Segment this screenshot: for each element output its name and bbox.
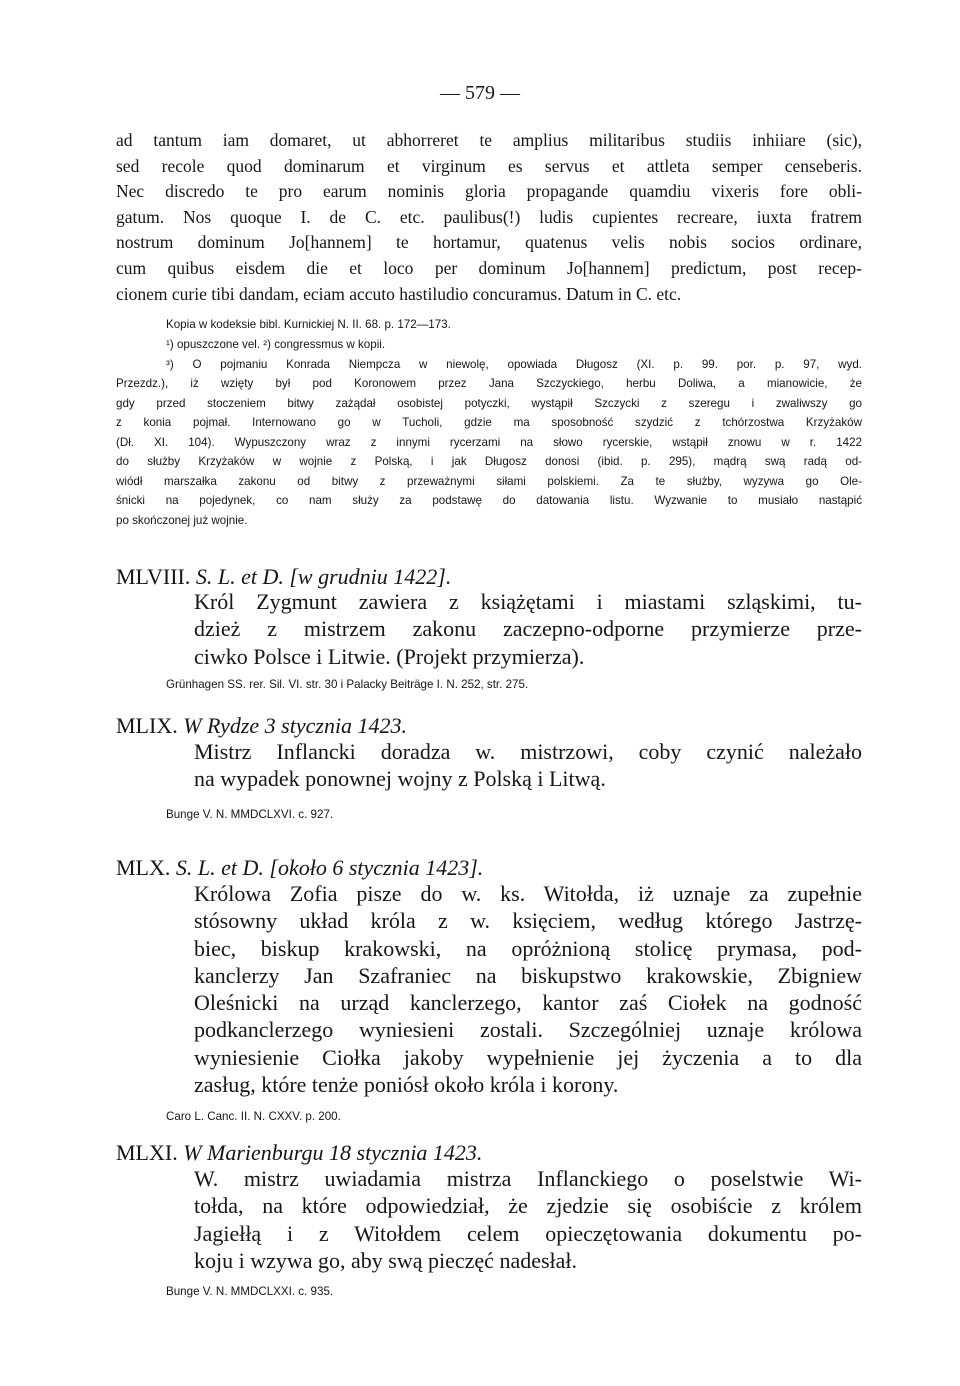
footnote-line: wiódł marszałka zakonu od bitwy z przeważnymi siłami polskiemi. Za te służby, wyzywa go Ole- xyxy=(116,474,862,488)
entry-number: MLX. xyxy=(116,855,171,880)
summary-line: zasług, które tenże poniósł około króla i korony. xyxy=(194,1072,619,1098)
summary-line: koju i wzywa go, aby swą pieczęć nadesłał. xyxy=(194,1247,578,1273)
summary-line: dzież z mistrzem zakonu zaczepno-odporne przymierze prze- xyxy=(194,616,862,642)
entry-place-date: S. L. et D. [około 6 stycznia 1423]. xyxy=(175,855,484,880)
summary-line: W. mistrz uwiadamia mistrza Inflanckiego o poselstwie Wi- xyxy=(194,1166,862,1191)
entry-number: MLVIII. xyxy=(116,564,191,589)
page-number: — 579 — xyxy=(440,82,520,104)
source-citation: Caro L. Canc. II. N. CXXV. p. 200. xyxy=(166,1110,341,1124)
summary-line: podkanclerzego wyniesieni zostali. Szczególniej uznaje królowa xyxy=(194,1017,862,1043)
entry-mlix xyxy=(116,711,862,824)
entry-summary xyxy=(116,588,862,670)
footnote-line: śnicki na pojedynek, co nam służy za podstawę do datowania listu. Wyzwanie to musiało nastąpić xyxy=(116,494,862,507)
footnote-line: ³) O pojmaniu Konrada Niempcza w niewolę, opowiada Długosz (XI. p. 99. por. p. 97, wyd. xyxy=(166,357,862,371)
text-line: gatum. Nos quoque I. de C. etc. paulibus(!) ludis cupientes recreare, iuxta fratrem xyxy=(116,206,862,227)
entry-heading xyxy=(116,853,862,883)
entry-summary xyxy=(116,738,862,793)
summary-line: wyniesienie Ciołka jakoby wypełnienie jej życzenia a to dla xyxy=(194,1044,862,1070)
entry-number: MLIX. xyxy=(116,713,178,738)
text-line: Nec discredo te pro earum nominis gloria propagande quamdiu vixeris fore obli- xyxy=(116,181,862,202)
summary-line: kanclerzy Jan Szafraniec na biskupstwo krakowskie, Zbigniew xyxy=(194,962,862,988)
footnote-line: ¹) opuszczone vel. ²) congressmus w kopii. xyxy=(166,338,386,351)
text-line: nostrum dominum Jo[hannem] te hortamur, quatenus velis nobis socios ordinare, xyxy=(116,232,862,253)
footnote-line: po skończonej już wojnie. xyxy=(116,513,248,527)
summary-line: Jagiełłą i z Witołdem celem opieczętowania dokumentu po- xyxy=(194,1220,862,1246)
source-citation: Kopia w kodeksie bibl. Kurnickiej N. II. 68. p. 172—173. xyxy=(166,318,451,331)
summary-line: Król Zygmunt zawiera z książętami i miastami szląskimi, tu- xyxy=(194,589,862,614)
source-citation: Bunge V. N. MMDCLXVI. c. 927. xyxy=(166,807,334,821)
entry-mlxi xyxy=(116,1138,862,1302)
intro-source xyxy=(116,315,862,335)
entry-heading xyxy=(116,1138,862,1168)
footnote-line: gdy przed stoczeniem bitwy zażądał osobistej potyczki, wystąpił Szczycki z szeregu i zwaliwszy go xyxy=(116,396,862,410)
entry-number: MLXI. xyxy=(116,1140,178,1165)
summary-line: Mistrz Inflancki doradza w. mistrzowi, coby czynić należało xyxy=(194,739,862,764)
source-citation: Grünhagen SS. rer. Sil. VI. str. 30 i Palacky Beiträge I. N. 252, str. 275. xyxy=(166,677,529,691)
summary-line: na wypadek ponownej wojny z Polską i Litwą. xyxy=(194,766,606,792)
summary-line: Królowa Zofia pisze do w. ks. Witołda, iż uznaje za zupełnie xyxy=(194,881,862,906)
text-line: ad tantum iam domaret, ut abhorreret te amplius militaribus studiis inhiiare (sic), xyxy=(116,130,862,150)
footnote-line: z konia pojmał. Internowano go w Tucholi, gdzie ma sposobność szydzić z tchórzostwa Krzyżaków xyxy=(116,416,862,429)
text-line: cionem curie tibi dandam, eciam accuto hastiludio concuramus. Datum in C. etc. xyxy=(116,283,682,304)
entry-mlx xyxy=(116,853,862,1127)
footnote-line: (Dł. XI. 104). Wypuszczony wraz z innymi rycerzami na słowo rycerskie, wstąpił znowu w r. 1422 xyxy=(116,435,862,449)
text-line: sed recole quod dominarum et virginum es servus et attleta semper censeberis. xyxy=(116,155,862,176)
intro-text xyxy=(116,128,862,307)
summary-line: ciwko Polsce i Litwie. (Projekt przymierza). xyxy=(194,643,585,669)
entry-place-date: W Rydze 3 stycznia 1423. xyxy=(183,713,408,738)
summary-line: tołda, na które odpowiedział, że zjedzie się osobiście z królem xyxy=(194,1193,862,1219)
entry-summary xyxy=(116,880,862,1098)
entry-mlviii xyxy=(116,562,862,694)
footnote-line: Przezdz.), iż wzięty był pod Koronowem przez Jana Szczyckiego, herbu Doliwa, a mianowicie, że xyxy=(116,377,862,390)
text-line: cum quibus eisdem die et loco per dominum Jo[hannem] predictum, post recep- xyxy=(116,257,862,278)
entry-heading xyxy=(116,711,862,741)
footnotes xyxy=(116,335,862,530)
footnote-line: do służby Krzyżaków w wojnie z Polską, i jak Długosz donosi (ibid. p. 295), mądrą swą radą od- xyxy=(116,455,862,468)
entry-place-date: W Marienburgu 18 stycznia 1423. xyxy=(183,1140,483,1165)
entry-place-date: S. L. et D. [w grudniu 1422]. xyxy=(195,564,452,589)
summary-line: stósowny układ króla z w. księciem, według którego Jastrzę- xyxy=(194,908,862,934)
summary-line: Oleśnicki na urząd kanclerzego, kantor zaś Ciołek na godność xyxy=(194,990,862,1016)
summary-line: biec, biskup krakowski, na opróżnioną stolicę prymasa, pod- xyxy=(194,935,862,961)
source-citation: Bunge V. N. MMDCLXXI. c. 935. xyxy=(166,1285,334,1299)
entry-summary xyxy=(116,1165,862,1274)
